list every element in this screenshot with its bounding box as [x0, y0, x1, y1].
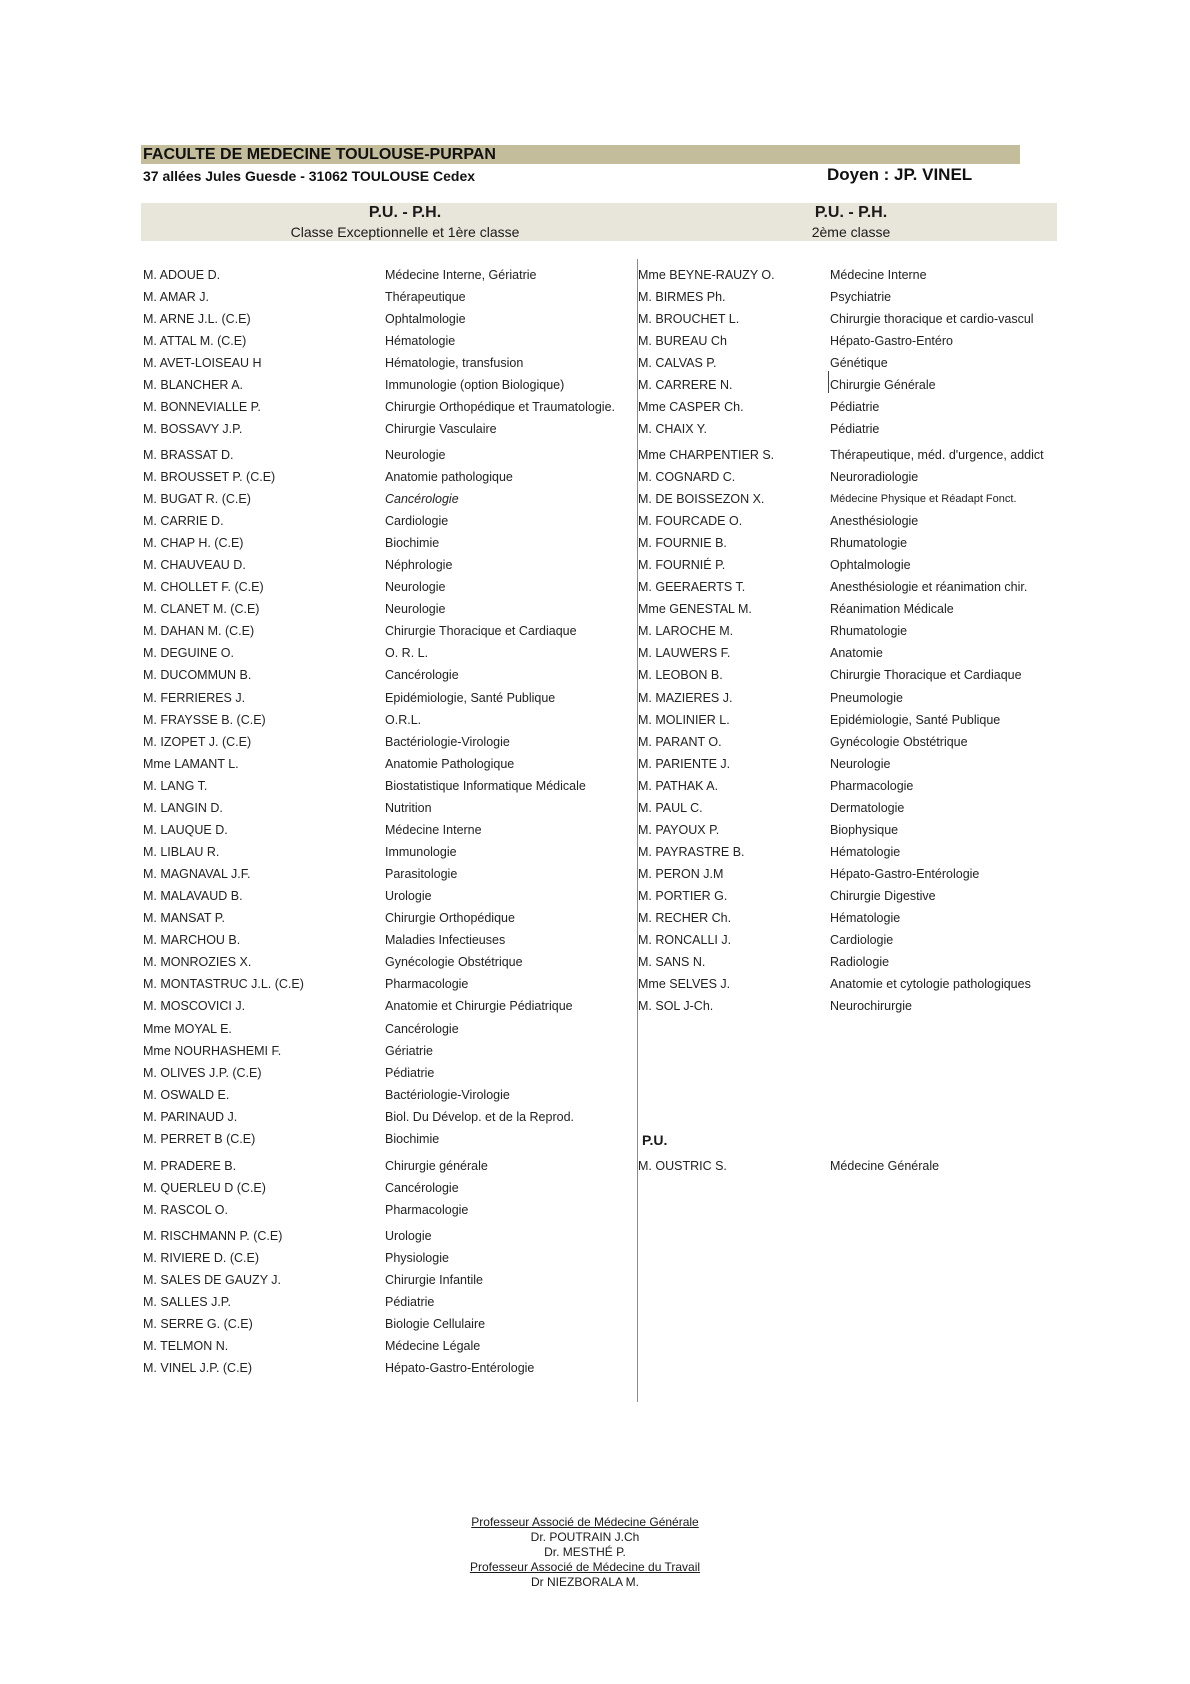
right-entry-specialty: Hématologie	[830, 845, 901, 859]
faculty-address: 37 allées Jules Guesde - 31062 TOULOUSE Cedex	[143, 168, 476, 184]
left-entry-name: M. IZOPET J. (C.E)	[143, 735, 252, 749]
left-entry-specialty: Ophtalmologie	[385, 312, 466, 326]
right-entry-name: M. CHAIX Y.	[638, 422, 708, 436]
right-entry-specialty: Pneumologie	[830, 691, 903, 705]
right-entry-specialty: Neuroradiologie	[830, 470, 919, 484]
left-entry-specialty: O. R. L.	[385, 646, 429, 660]
left-entry-name: M. MONROZIES X.	[143, 955, 252, 969]
left-entry-name: M. BLANCHER A.	[143, 378, 244, 392]
right-entry-name: M. CALVAS P.	[638, 356, 717, 370]
right-entry-name: M. COGNARD C.	[638, 470, 736, 484]
left-entry-name: M. PARINAUD J.	[143, 1110, 238, 1124]
left-entry-specialty: Biol. Du Dévelop. et de la Reprod.	[385, 1110, 574, 1124]
left-entry-name: M. PERRET B (C.E)	[143, 1132, 256, 1146]
left-entry-specialty: Chirurgie générale	[385, 1159, 488, 1173]
left-entry-name: M. MONTASTRUC J.L. (C.E)	[143, 977, 304, 991]
left-entry-specialty: Gynécologie Obstétrique	[385, 955, 523, 969]
right-entry-name: M. DE BOISSEZON X.	[638, 492, 765, 506]
pu-entry-specialty: Médecine Générale	[830, 1159, 940, 1173]
right-entry-specialty: Génétique	[830, 356, 888, 370]
left-entry-specialty: Anatomie pathologique	[385, 470, 513, 484]
left-entry-name: M. CHAP H. (C.E)	[143, 536, 244, 550]
left-entry-specialty: Médecine Légale	[385, 1339, 481, 1353]
left-entry-name: M. BROUSSET P. (C.E)	[143, 470, 276, 484]
left-entry-specialty: Urologie	[385, 889, 432, 903]
left-entry-name: M. LAUQUE D.	[143, 823, 228, 837]
right-entry-name: M. PATHAK A.	[638, 779, 719, 793]
right-entry-name: M. PAUL C.	[638, 801, 703, 815]
left-entry-specialty: Physiologie	[385, 1251, 449, 1265]
right-entry-name: M. PERON J.M	[638, 867, 724, 881]
right-entry-name: M. LAROCHE M.	[638, 624, 734, 638]
left-entry-specialty: Bactériologie-Virologie	[385, 1088, 510, 1102]
right-entry-specialty: Rhumatologie	[830, 536, 908, 550]
left-entry-specialty: Médecine Interne, Gériatrie	[385, 268, 537, 282]
left-entry-name: M. ATTAL M. (C.E)	[143, 334, 247, 348]
left-entry-specialty: Cancérologie	[385, 668, 459, 682]
left-entry-name: M. VINEL J.P. (C.E)	[143, 1361, 253, 1375]
right-entry-name: M. RONCALLI J.	[638, 933, 732, 947]
right-entry-name: M. MOLINIER L.	[638, 713, 730, 727]
left-entry-name: M. MALAVAUD B.	[143, 889, 243, 903]
right-entry-specialty: Anatomie et cytologie pathologiques	[830, 977, 1031, 991]
right-entry-specialty: Ophtalmologie	[830, 558, 911, 572]
left-entry-name: M. AVET-LOISEAU H	[143, 356, 262, 370]
left-entry-name: M. DEGUINE O.	[143, 646, 234, 660]
left-entry-name: M. RISCHMANN P. (C.E)	[143, 1229, 283, 1243]
right-entry-specialty: Hépato-Gastro-Entérologie	[830, 867, 980, 881]
right-entry-specialty: Biophysique	[830, 823, 899, 837]
right-entry-specialty: Pédiatrie	[830, 422, 880, 436]
left-entry-specialty: Chirurgie Orthopédique et Traumatologie.	[385, 400, 615, 414]
left-entry-specialty: Pharmacologie	[385, 977, 469, 991]
left-section-title: P.U. - P.H.	[368, 204, 442, 221]
left-entry-name: Mme NOURHASHEMI F.	[143, 1044, 282, 1058]
left-entry-specialty: Immunologie (option Biologique)	[385, 378, 565, 392]
left-entry-name: Mme LAMANT L.	[143, 757, 239, 771]
margin-mark	[828, 371, 829, 393]
left-entry-specialty: Hématologie, transfusion	[385, 356, 524, 370]
right-entry-specialty: Pédiatrie	[830, 400, 880, 414]
left-entry-specialty: O.R.L.	[385, 713, 422, 727]
right-entry-specialty: Anesthésiologie	[830, 514, 919, 528]
right-entry-name: Mme SELVES J.	[638, 977, 731, 991]
right-entry-name: M. BIRMES Ph.	[638, 290, 726, 304]
left-entry-specialty: Neurologie	[385, 580, 446, 594]
right-entry-specialty: Chirurgie Générale	[830, 378, 936, 392]
left-entry-name: M. CHAUVEAU D.	[143, 558, 246, 572]
left-entry-name: M. MARCHOU B.	[143, 933, 241, 947]
left-entry-name: M. MOSCOVICI J.	[143, 999, 246, 1013]
right-entry-specialty: Neurochirurgie	[830, 999, 912, 1013]
right-entry-specialty: Dermatologie	[830, 801, 905, 815]
left-entry-name: M. QUERLEU D (C.E)	[143, 1181, 266, 1195]
left-entry-specialty: Hématologie	[385, 334, 456, 348]
left-entry-specialty: Cardiologie	[385, 514, 449, 528]
left-entry-name: M. ADOUE D.	[143, 268, 221, 282]
left-entry-specialty: Gériatrie	[385, 1044, 433, 1058]
left-entry-name: M. ARNE J.L. (C.E)	[143, 312, 251, 326]
left-entry-specialty: Anatomie et Chirurgie Pédiatrique	[385, 999, 573, 1013]
right-entry-specialty: Radiologie	[830, 955, 890, 969]
right-entry-name: Mme GENESTAL M.	[638, 602, 752, 616]
footer-name-1: Dr. POUTRAIN J.Ch	[530, 1530, 640, 1544]
right-entry-name: Mme CHARPENTIER S.	[638, 448, 775, 462]
right-entry-specialty: Neurologie	[830, 757, 891, 771]
right-entry-specialty: Chirurgie thoracique et cardio-vascul	[830, 312, 1034, 326]
left-entry-specialty: Hépato-Gastro-Entérologie	[385, 1361, 535, 1375]
right-section-title: P.U. - P.H.	[814, 204, 888, 221]
right-entry-specialty: Médecine Interne	[830, 268, 927, 282]
right-entry-name: M. CARRERE N.	[638, 378, 733, 392]
left-entry-name: M. BUGAT R. (C.E)	[143, 492, 251, 506]
right-entry-name: Mme BEYNE-RAUZY O.	[638, 268, 775, 282]
left-entry-specialty: Cancérologie	[385, 1181, 459, 1195]
left-entry-specialty: Bactériologie-Virologie	[385, 735, 510, 749]
left-entry-name: M. CLANET M. (C.E)	[143, 602, 260, 616]
footer-title-general: Professeur Associé de Médecine Générale	[471, 1515, 699, 1529]
left-entry-name: M. OSWALD E.	[143, 1088, 230, 1102]
right-entry-name: M. FOURNIÉ P.	[638, 558, 726, 572]
left-entry-specialty: Biochimie	[385, 1132, 440, 1146]
left-entry-specialty: Immunologie	[385, 845, 457, 859]
left-entry-name: M. TELMON N.	[143, 1339, 229, 1353]
right-entry-specialty: Epidémiologie, Santé Publique	[830, 713, 1001, 727]
dean-label: Doyen : JP. VINEL	[827, 165, 973, 184]
right-entry-specialty: Chirurgie Thoracique et Cardiaque	[830, 668, 1022, 682]
left-entry-specialty: Biologie Cellulaire	[385, 1317, 486, 1331]
left-entry-specialty: Nutrition	[385, 801, 432, 815]
right-entry-specialty: Anesthésiologie et réanimation chir.	[830, 580, 1028, 594]
pu-entry-name: M. OUSTRIC S.	[638, 1159, 727, 1173]
right-section-subtitle: 2ème classe	[811, 224, 891, 240]
footer-name-2: Dr. MESTHÉ P.	[544, 1545, 626, 1559]
left-entry-name: M. BRASSAT D.	[143, 448, 234, 462]
pu-section-label: P.U.	[642, 1132, 668, 1148]
right-entry-name: M. PARIENTE J.	[638, 757, 731, 771]
right-entry-name: M. FOURCADE O.	[638, 514, 743, 528]
faculty-title: FACULTE DE MEDECINE TOULOUSE-PURPAN	[143, 146, 496, 163]
left-entry-specialty: Anatomie Pathologique	[385, 757, 515, 771]
left-entry-specialty: Neurologie	[385, 602, 446, 616]
right-entry-name: M. FOURNIE B.	[638, 536, 727, 550]
left-entry-specialty: Biostatistique Informatique Médicale	[385, 779, 586, 793]
right-entry-name: M. PARANT O.	[638, 735, 722, 749]
left-entry-specialty: Cancérologie	[385, 492, 459, 506]
right-entry-specialty: Réanimation Médicale	[830, 602, 954, 616]
right-entry-name: M. LAUWERS F.	[638, 646, 731, 660]
left-entry-specialty: Pharmacologie	[385, 1203, 469, 1217]
left-entry-name: M. MAGNAVAL J.F.	[143, 867, 251, 881]
right-entry-name: M. PORTIER G.	[638, 889, 728, 903]
left-entry-name: M. RASCOL O.	[143, 1203, 228, 1217]
right-entry-name: M. LEOBON B.	[638, 668, 723, 682]
footer-title-travail: Professeur Associé de Médecine du Travail	[469, 1560, 701, 1574]
right-entry-specialty: Rhumatologie	[830, 624, 908, 638]
left-entry-specialty: Parasitologie	[385, 867, 458, 881]
right-entry-name: M. PAYOUX P.	[638, 823, 720, 837]
left-entry-specialty: Médecine Interne	[385, 823, 482, 837]
right-entry-specialty: Thérapeutique, méd. d'urgence, addict	[830, 448, 1044, 462]
right-entry-specialty: Chirurgie Digestive	[830, 889, 936, 903]
left-entry-name: M. MANSAT P.	[143, 911, 225, 925]
footer-associates	[440, 1515, 730, 1590]
left-entry-name: M. FRAYSSE B. (C.E)	[143, 713, 266, 727]
left-entry-name: M. BONNEVIALLE P.	[143, 400, 261, 414]
right-entry-specialty: Gynécologie Obstétrique	[830, 735, 968, 749]
right-entry-specialty: Hépato-Gastro-Entéro	[830, 334, 953, 348]
right-entry-name: M. SOL J-Ch.	[638, 999, 714, 1013]
left-entry-name: M. RIVIERE D. (C.E)	[143, 1251, 259, 1265]
right-entry-name: M. PAYRASTRE B.	[638, 845, 745, 859]
left-entry-specialty: Epidémiologie, Santé Publique	[385, 691, 556, 705]
right-entry-name: M. SANS N.	[638, 955, 706, 969]
left-entry-specialty: Chirurgie Thoracique et Cardiaque	[385, 624, 577, 638]
left-entry-specialty: Chirurgie Orthopédique	[385, 911, 515, 925]
right-entry-name: M. BROUCHET L.	[638, 312, 740, 326]
left-entry-specialty: Thérapeutique	[385, 290, 466, 304]
left-entry-name: M. PRADERE B.	[143, 1159, 237, 1173]
left-entry-name: M. LANG T.	[143, 779, 208, 793]
left-section-subtitle: Classe Exceptionnelle et 1ère classe	[290, 224, 520, 240]
left-entry-name: M. SALLES J.P.	[143, 1295, 232, 1309]
right-entry-name: M. RECHER Ch.	[638, 911, 732, 925]
left-entry-specialty: Chirurgie Vasculaire	[385, 422, 497, 436]
left-entry-specialty: Néphrologie	[385, 558, 453, 572]
right-entry-specialty: Médecine Physique et Réadapt Fonct.	[830, 493, 1017, 505]
left-entry-specialty: Maladies Infectieuses	[385, 933, 506, 947]
left-entry-name: M. CHOLLET F. (C.E)	[143, 580, 264, 594]
footer-name-3: Dr NIEZBORALA M.	[530, 1575, 640, 1589]
right-entry-name: M. BUREAU Ch	[638, 334, 727, 348]
right-entry-specialty: Cardiologie	[830, 933, 894, 947]
right-entry-specialty: Anatomie	[830, 646, 883, 660]
left-entry-name: M. DAHAN M. (C.E)	[143, 624, 255, 638]
left-entry-name: M. DUCOMMUN B.	[143, 668, 252, 682]
left-entry-name: M. CARRIE D.	[143, 514, 224, 528]
right-entry-name: M. MAZIERES J.	[638, 691, 733, 705]
left-entry-specialty: Pédiatrie	[385, 1295, 435, 1309]
right-entry-specialty: Hématologie	[830, 911, 901, 925]
left-entry-name: M. LANGIN D.	[143, 801, 223, 815]
right-entry-specialty: Pharmacologie	[830, 779, 914, 793]
left-entry-name: M. AMAR J.	[143, 290, 209, 304]
right-entry-name: M. GEERAERTS T.	[638, 580, 746, 594]
left-entry-name: Mme MOYAL E.	[143, 1022, 232, 1036]
left-entry-name: M. SERRE G. (C.E)	[143, 1317, 253, 1331]
left-entry-name: M. SALES DE GAUZY J.	[143, 1273, 282, 1287]
right-entry-specialty: Psychiatrie	[830, 290, 892, 304]
left-entry-specialty: Biochimie	[385, 536, 440, 550]
left-entry-name: M. LIBLAU R.	[143, 845, 220, 859]
right-entry-name: Mme CASPER Ch.	[638, 400, 744, 414]
left-entry-specialty: Neurologie	[385, 448, 446, 462]
left-entry-name: M. OLIVES J.P. (C.E)	[143, 1066, 262, 1080]
left-entry-specialty: Cancérologie	[385, 1022, 459, 1036]
left-entry-specialty: Chirurgie Infantile	[385, 1273, 483, 1287]
left-entry-specialty: Pédiatrie	[385, 1066, 435, 1080]
left-entry-name: M. BOSSAVY J.P.	[143, 422, 243, 436]
left-entry-specialty: Urologie	[385, 1229, 432, 1243]
left-entry-name: M. FERRIERES J.	[143, 691, 246, 705]
